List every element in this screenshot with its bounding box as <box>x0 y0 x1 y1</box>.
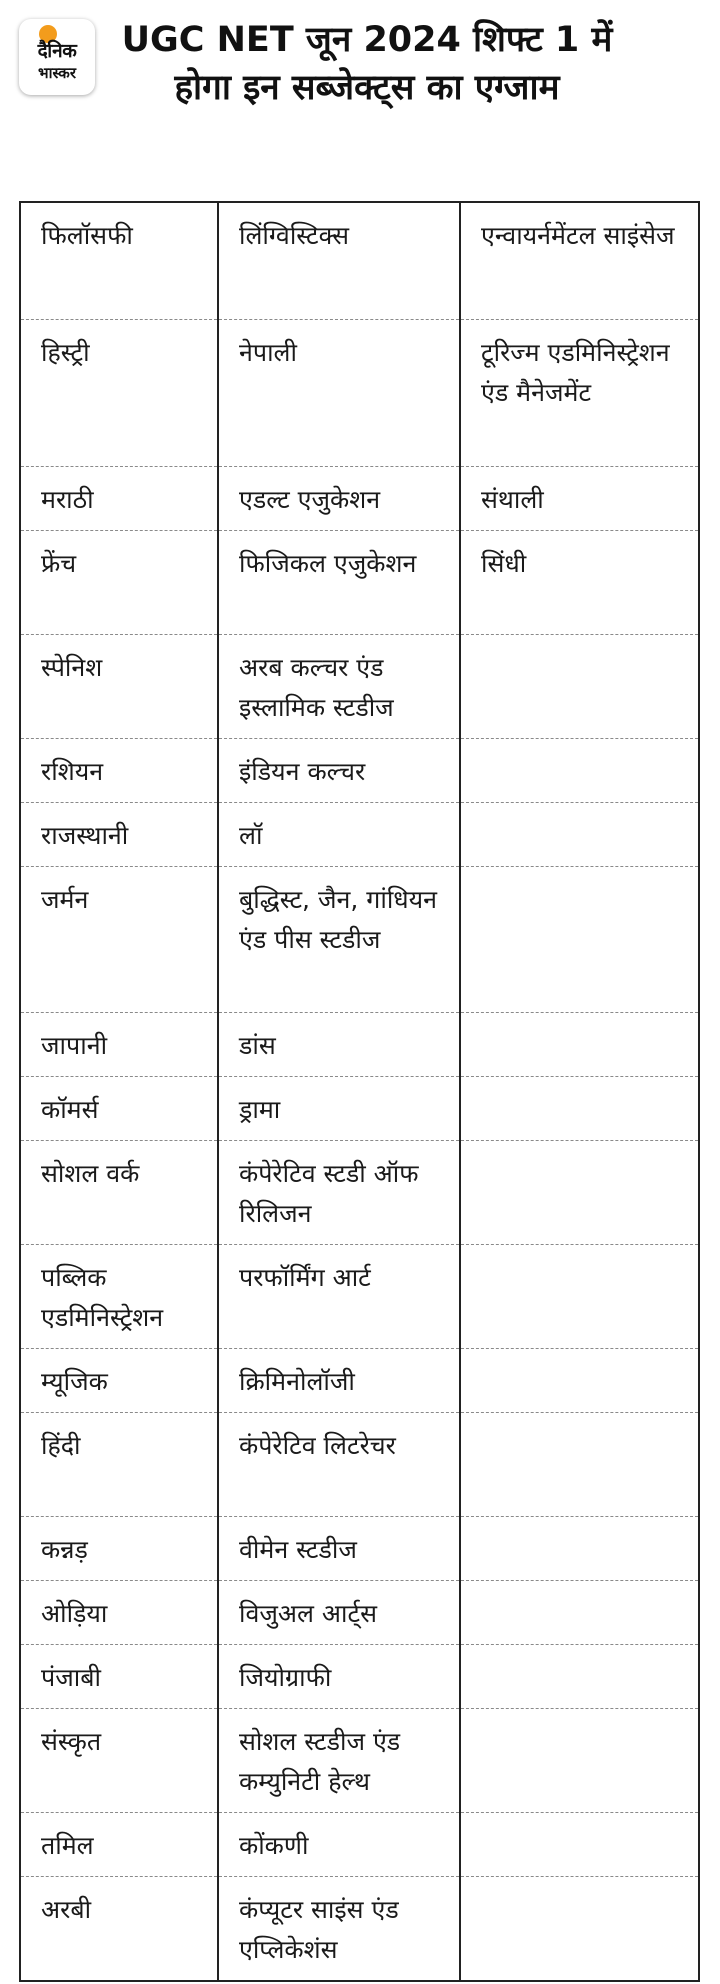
table-cell: क्रिमिनोलॉजी <box>218 1348 460 1412</box>
table-cell: सोशल स्टडीज एंड कम्युनिटी हेल्थ <box>218 1708 460 1812</box>
table-cell <box>460 634 699 738</box>
table-cell: जर्मन <box>20 866 218 1012</box>
table-row <box>20 1812 699 1876</box>
table-cell: ओड़िया <box>20 1580 218 1644</box>
table-cell: संथाली <box>460 466 699 530</box>
table-cell: बुद्धिस्ट, जैन, गांधियन एंड पीस स्टडीज <box>218 866 460 1012</box>
table-cell: पंजाबी <box>20 1644 218 1708</box>
table-cell: राजस्थानी <box>20 802 218 866</box>
table-cell <box>460 738 699 802</box>
table-cell: मराठी <box>20 466 218 530</box>
table-cell: कॉमर्स <box>20 1076 218 1140</box>
table-cell: जियोग्राफी <box>218 1644 460 1708</box>
table-cell: फिजिकल एजुकेशन <box>218 530 460 634</box>
table-cell <box>460 802 699 866</box>
table-cell: अरबी <box>20 1876 218 1981</box>
table-row <box>20 1412 699 1516</box>
table-cell <box>460 1244 699 1348</box>
subjects-table-body <box>20 202 699 1981</box>
table-cell: हिस्ट्री <box>20 319 218 466</box>
table-row <box>20 738 699 802</box>
table-cell: सिंधी <box>460 530 699 634</box>
table-cell: जापानी <box>20 1012 218 1076</box>
table-cell: कंप्यूटर साइंस एंड एप्लिकेशंस <box>218 1876 460 1981</box>
logo-line-2: भास्कर <box>38 64 76 82</box>
table-row <box>20 1580 699 1644</box>
table-cell: हिंदी <box>20 1412 218 1516</box>
subjects-table <box>19 201 700 1982</box>
table-cell <box>460 1812 699 1876</box>
table-cell: अरब कल्चर एंड इस्लामिक स्टडीज <box>218 634 460 738</box>
table-cell <box>460 1580 699 1644</box>
table-cell: फ्रेंच <box>20 530 218 634</box>
table-row <box>20 1708 699 1812</box>
table-cell: सोशल वर्क <box>20 1140 218 1244</box>
table-cell: लॉ <box>218 802 460 866</box>
table-row <box>20 1140 699 1244</box>
table-cell: लिंग्विस्टिक्स <box>218 202 460 319</box>
table-cell <box>460 1140 699 1244</box>
table-cell: डांस <box>218 1012 460 1076</box>
table-row <box>20 866 699 1012</box>
table-row <box>20 1644 699 1708</box>
table-row <box>20 1348 699 1412</box>
table-cell: वीमेन स्टडीज <box>218 1516 460 1580</box>
table-cell: म्यूजिक <box>20 1348 218 1412</box>
table-row <box>20 319 699 466</box>
table-cell: एन्वायर्नमेंटल साइंसेज <box>460 202 699 319</box>
table-cell <box>460 1644 699 1708</box>
table-cell <box>460 866 699 1012</box>
table-cell: तमिल <box>20 1812 218 1876</box>
table-cell: टूरिज्म एडमिनिस्ट्रेशन एंड मैनेजमेंट <box>460 319 699 466</box>
table-cell: संस्कृत <box>20 1708 218 1812</box>
table-cell: विजुअल आर्ट्स <box>218 1580 460 1644</box>
table-cell: नेपाली <box>218 319 460 466</box>
table-row <box>20 802 699 866</box>
table-cell <box>460 1348 699 1412</box>
table-cell <box>460 1076 699 1140</box>
table-cell <box>460 1012 699 1076</box>
table-cell: एडल्ट एजुकेशन <box>218 466 460 530</box>
table-cell: इंडियन कल्चर <box>218 738 460 802</box>
dainik-bhaskar-logo <box>19 19 95 95</box>
table-cell <box>460 1516 699 1580</box>
table-cell: कंपेरेटिव स्टडी ऑफ रिलिजन <box>218 1140 460 1244</box>
table-row <box>20 634 699 738</box>
table-cell: स्पेनिश <box>20 634 218 738</box>
page-title: UGC NET जून 2024 शिफ्ट 1 में होगा इन सब्जेक्ट्स का एग्जाम <box>121 20 613 108</box>
table-row <box>20 530 699 634</box>
table-cell: परफॉर्मिंग आर्ट <box>218 1244 460 1348</box>
table-cell: फिलॉसफी <box>20 202 218 319</box>
table-cell: कोंकणी <box>218 1812 460 1876</box>
table-cell: रशियन <box>20 738 218 802</box>
table-row <box>20 1244 699 1348</box>
table-cell <box>460 1708 699 1812</box>
table-row <box>20 466 699 530</box>
table-row <box>20 202 699 319</box>
table-row <box>20 1076 699 1140</box>
logo-line-1: दैनिक <box>37 40 77 62</box>
table-cell: ड्रामा <box>218 1076 460 1140</box>
table-cell <box>460 1412 699 1516</box>
table-row <box>20 1876 699 1981</box>
table-cell: पब्लिक एडमिनिस्ट्रेशन <box>20 1244 218 1348</box>
table-cell: कंपेरेटिव लिटरेचर <box>218 1412 460 1516</box>
table-cell <box>460 1876 699 1981</box>
table-cell: कन्नड़ <box>20 1516 218 1580</box>
table-row <box>20 1516 699 1580</box>
table-row <box>20 1012 699 1076</box>
